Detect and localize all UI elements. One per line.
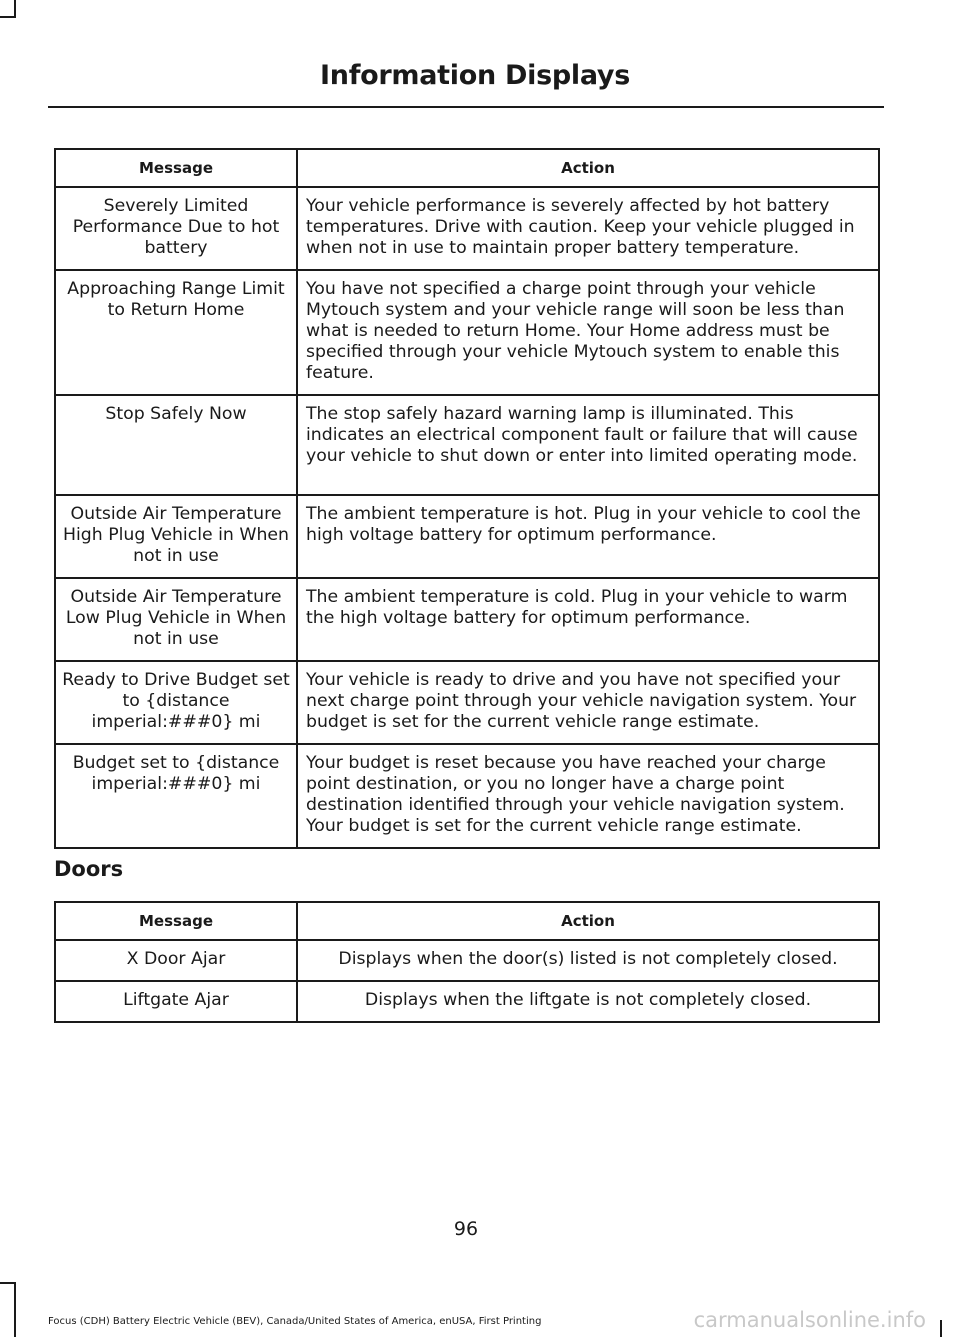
action-cell: Your vehicle performance is severely affected by hot battery temperatures. Drive with caution. Keep your vehicle plugged in when not in use to maintain proper battery temperature. — [297, 187, 879, 270]
column-header-action: Action — [297, 149, 879, 187]
header-divider — [48, 106, 884, 108]
table-row — [55, 395, 879, 495]
message-cell: X Door Ajar — [55, 940, 297, 981]
message-table — [54, 148, 880, 849]
crop-mark-bottom-left — [0, 1282, 16, 1284]
section-heading-doors: Doors — [54, 857, 124, 881]
table-row — [55, 661, 879, 744]
message-cell: Severely Limited Performance Due to hot battery — [55, 187, 297, 270]
column-header-message: Message — [55, 902, 297, 940]
watermark: carmanualsonline.info — [693, 1308, 926, 1332]
doors-table — [54, 901, 880, 1023]
printing-info: Focus (CDH) Battery Electric Vehicle (BEV), Canada/United States of America, enUSA, First Printing — [48, 1316, 542, 1327]
crop-mark-bottom-right — [940, 1320, 942, 1337]
table-row — [55, 981, 879, 1022]
message-cell: Stop Safely Now — [55, 395, 297, 495]
table-row — [55, 744, 879, 848]
message-cell: Liftgate Ajar — [55, 981, 297, 1022]
action-cell: Your vehicle is ready to drive and you have not specified your next charge point through your vehicle navigation system. Your budget is set for the current vehicle range estimate. — [297, 661, 879, 744]
column-header-message: Message — [55, 149, 297, 187]
table-header-row — [55, 149, 879, 187]
table-row — [55, 270, 879, 395]
crop-mark-top-left — [0, 16, 16, 18]
table-row — [55, 187, 879, 270]
table-row — [55, 940, 879, 981]
message-cell: Outside Air Temperature Low Plug Vehicle in When not in use — [55, 578, 297, 661]
action-cell: Displays when the door(s) listed is not completely closed. — [297, 940, 879, 981]
message-cell: Approaching Range Limit to Return Home — [55, 270, 297, 395]
action-cell: The ambient temperature is hot. Plug in your vehicle to cool the high voltage battery for optimum performance. — [297, 495, 879, 578]
message-cell: Outside Air Temperature High Plug Vehicle in When not in use — [55, 495, 297, 578]
action-cell: You have not specified a charge point through your vehicle Mytouch system and your vehicle range will soon be less than what is needed to return Home. Your Home address must be specified through your vehicle Mytouch system to enable this feature. — [297, 270, 879, 395]
crop-mark-bottom-left — [14, 1282, 16, 1337]
page-title: Information Displays — [320, 60, 630, 91]
table-row — [55, 578, 879, 661]
table-row — [55, 495, 879, 578]
action-cell: The ambient temperature is cold. Plug in your vehicle to warm the high voltage battery for optimum performance. — [297, 578, 879, 661]
table-header-row — [55, 902, 879, 940]
column-header-action: Action — [297, 902, 879, 940]
action-cell: Your budget is reset because you have reached your charge point destination, or you no longer have a charge point destination identified through your vehicle navigation system. Your budget is set for the current vehicle range estimate. — [297, 744, 879, 848]
message-cell: Ready to Drive Budget set to {distance imperial:###0} mi — [55, 661, 297, 744]
page-number: 96 — [453, 1218, 479, 1240]
action-cell: The stop safely hazard warning lamp is illuminated. This indicates an electrical component fault or failure that will cause your vehicle to shut down or enter into limited operating mode. — [297, 395, 879, 495]
action-cell: Displays when the liftgate is not completely closed. — [297, 981, 879, 1022]
message-cell: Budget set to {distance imperial:###0} mi — [55, 744, 297, 848]
